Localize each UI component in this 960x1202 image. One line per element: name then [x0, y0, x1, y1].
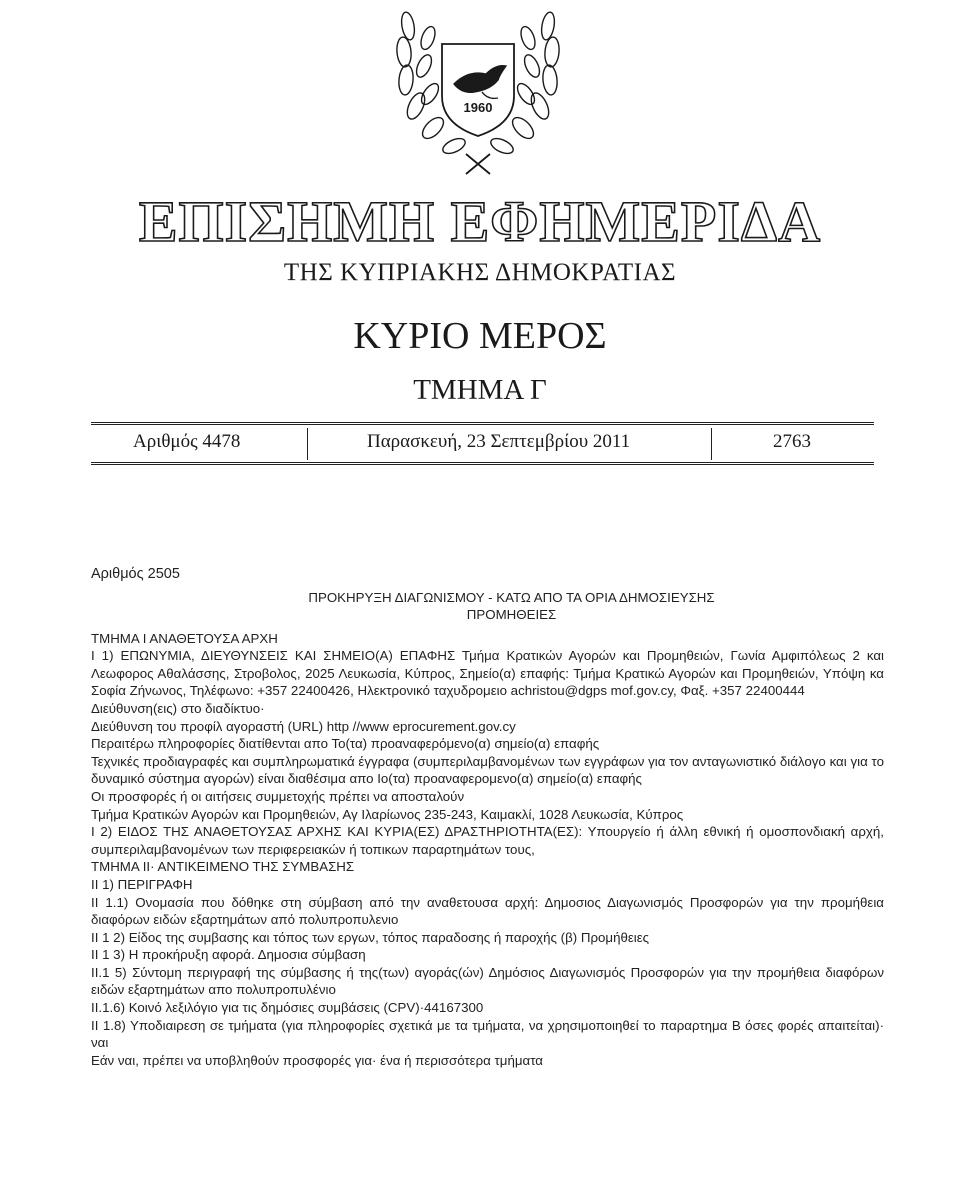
paragraph: Τεχνικές προδιαγραφές και συμπληρωματικά έγγραφα (συμπεριλαμβανομένων των εγγράφων για τον ανταγωνιστικό διάλογο και για το δυναμικό σύστημα αγορών) είναι διαθέσιμα απο Ιο(τα) προαναφερομενο(α) σημείο(α) επαφής: [91, 753, 884, 787]
gazette-title: ΕΠΙΣΗΜΗ ΕΦΗΜΕΡΙΔΑ: [138, 189, 822, 254]
paragraph: ΙΙ 1 3) Η προκήρυξη αφορά. Δημοσια σύμβαση: [91, 947, 366, 963]
issue-bar-divider: [711, 428, 712, 460]
section-heading: ΤΜΗΜΑ Ι ΑΝΑΘΕΤΟΥΣΑ ΑΡΧΗ: [91, 630, 278, 646]
gazette-part: ΚΥΡΙΟ ΜΕΡΟΣ: [353, 315, 607, 357]
issue-bar-bottom-rule: [91, 462, 874, 465]
page-number: 2763: [773, 431, 811, 452]
gazette-subtitle: ΤΗΣ ΚΥΠΡΙΑΚΗΣ ΔΗΜΟΚΡΑΤΙΑΣ: [283, 259, 677, 286]
paragraph: Ι 2) ΕΙΔΟΣ ΤΗΣ ΑΝΑΘΕΤΟΥΣΑΣ ΑΡΧΗΣ ΚΑΙ ΚΥΡΙΑ(ΕΣ) ΔΡΑΣΤΗΡΙΟΤΗΤΑ(ΕΣ): Υπουργείο ή άλλη εθνική ή ομοσπονδιακή αρχή, συμπεριλαμβανομένων των περιφερειακών ή τοπικων παραρτημάτων τους,: [91, 824, 884, 857]
emblem-year: 1960: [463, 100, 493, 115]
paragraph: Ι 1) ΕΠΩΝΥΜΙΑ, ΔΙΕΥΘΥΝΣΕΙΣ ΚΑΙ ΣΗΜΕΙΟ(Α) ΕΠΑΦΗΣ Τμήμα Κρατικών Αγορών και Προμηθειών, Γωνία Αμφιπόλεως 2 και Λεωφορος Αθαλάσσης, Στροβολος, 2025 Λευκωσία, Κύπρος, Σημείο(α) επαφής: Τμήμα Κρατικώ Αγορών και Προμηθειών, Υπόψη κα Σοφία Ζήνωνος, Τηλέφωνο: +357 22400426, Ηλεκτρονικό ταχυδρομειο achristou@dgps mof.gov.cy, Φαξ. +357 22400444: [91, 648, 884, 699]
paragraph: ΙΙ.1.6) Κοινό λεξιλόγιο για τις δημόσιες συμβάσεις (CPV)·44167300: [91, 1000, 484, 1016]
issue-date: Παρασκευή, 23 Σεπτεμβρίου 2011: [367, 431, 631, 452]
paragraph: ΙΙ 1.1) Ονομασία που δόθηκε στη σύμβαση από την αναθετουσα αρχή: Δημοσιος Διαγωνισμός Προσφορών για την προμήθεια διαφόρων ειδών εξαρτημάτων από πολυπροπυλενιο: [91, 894, 884, 928]
notice-heading: ΠΡΟΚΗΡΥΞΗ ΔΙΑΓΩΝΙΣΜΟΥ - ΚΑΤΩ ΑΠΟ ΤΑ ΟΡΙΑ ΔΗΜΟΣΙΕΥΣΗΣ: [308, 589, 715, 605]
paragraph: ΙΙ 1 2) Είδος της συμβασης και τόπος των εργων, τόπος παραδοσης ή παροχής (β) Προμήθειες: [91, 929, 650, 945]
issue-info-bar: [91, 422, 874, 466]
issue-bar-top-rule: [91, 422, 874, 425]
paragraph: Περαιτέρω πληροφορίες διατίθενται απο Το(τα) προαναφερόμενο(α) σημείο(α) επαφής: [91, 736, 600, 752]
paragraph: ΙΙ 1.8) Υποδιαιρεση σε τμήματα (για πληροφορίες σχετικά με τα τμήματα, να χρησιμοποιηθεί το παραρτημα Β όσες φορές απαιτείται)· ναι: [91, 1017, 884, 1051]
issue-bar-divider: [307, 428, 308, 460]
issue-number: Αριθμός 4478: [133, 431, 241, 452]
section-heading: ΤΜΗΜΑ ΙΙ· ΑΝΤΙΚΕΙΜΕΝΟ ΤΗΣ ΣΥΜΒΑΣΗΣ: [91, 859, 355, 875]
paragraph: ΙΙ 1) ΠΕΡΙΓΡΑΦΗ: [91, 876, 193, 892]
paragraph: Οι προσφορές ή οι αιτήσεις συμμετοχής πρέπει να αποσταλούν: [91, 788, 465, 804]
notice-text: [91, 630, 884, 1070]
paragraph: Διεύθυνση του προφίλ αγοραστή (URL) http //www eprocurement.gov.cy: [91, 718, 516, 734]
coat-of-arms-emblem: [378, 4, 578, 184]
paragraph: Εάν ναι, πρέπει να υποβληθούν προσφορές για· ένα ή περισσότερα τμήματα: [91, 1052, 543, 1068]
notice-number: Αριθμός 2505: [91, 566, 180, 582]
paragraph: ΙΙ.1 5) Σύντομη περιγραφή της σύμβασης ή της(των) αγοράς(ών) Δημόσιος Διαγωνισμός Προσφορών για την προμήθεια διαφόρων ειδών εξαρτημάτων απο πολυπροπυλένιο: [91, 964, 884, 998]
notice-body: [91, 566, 884, 1069]
notice-subheading: ΠΡΟΜΗΘΕΙΕΣ: [466, 606, 557, 622]
gazette-section: ΤΜΗΜΑ Γ: [413, 374, 547, 406]
paragraph: Διεύθυνση(εις) στο διαδίκτυο·: [91, 700, 265, 716]
paragraph: Τμήμα Κρατικών Αγορών και Προμηθειών, Αγ Ιλαρίωνος 235-243, Καιμακλί, 1028 Λευκωσία, Κύπρος: [91, 806, 684, 822]
